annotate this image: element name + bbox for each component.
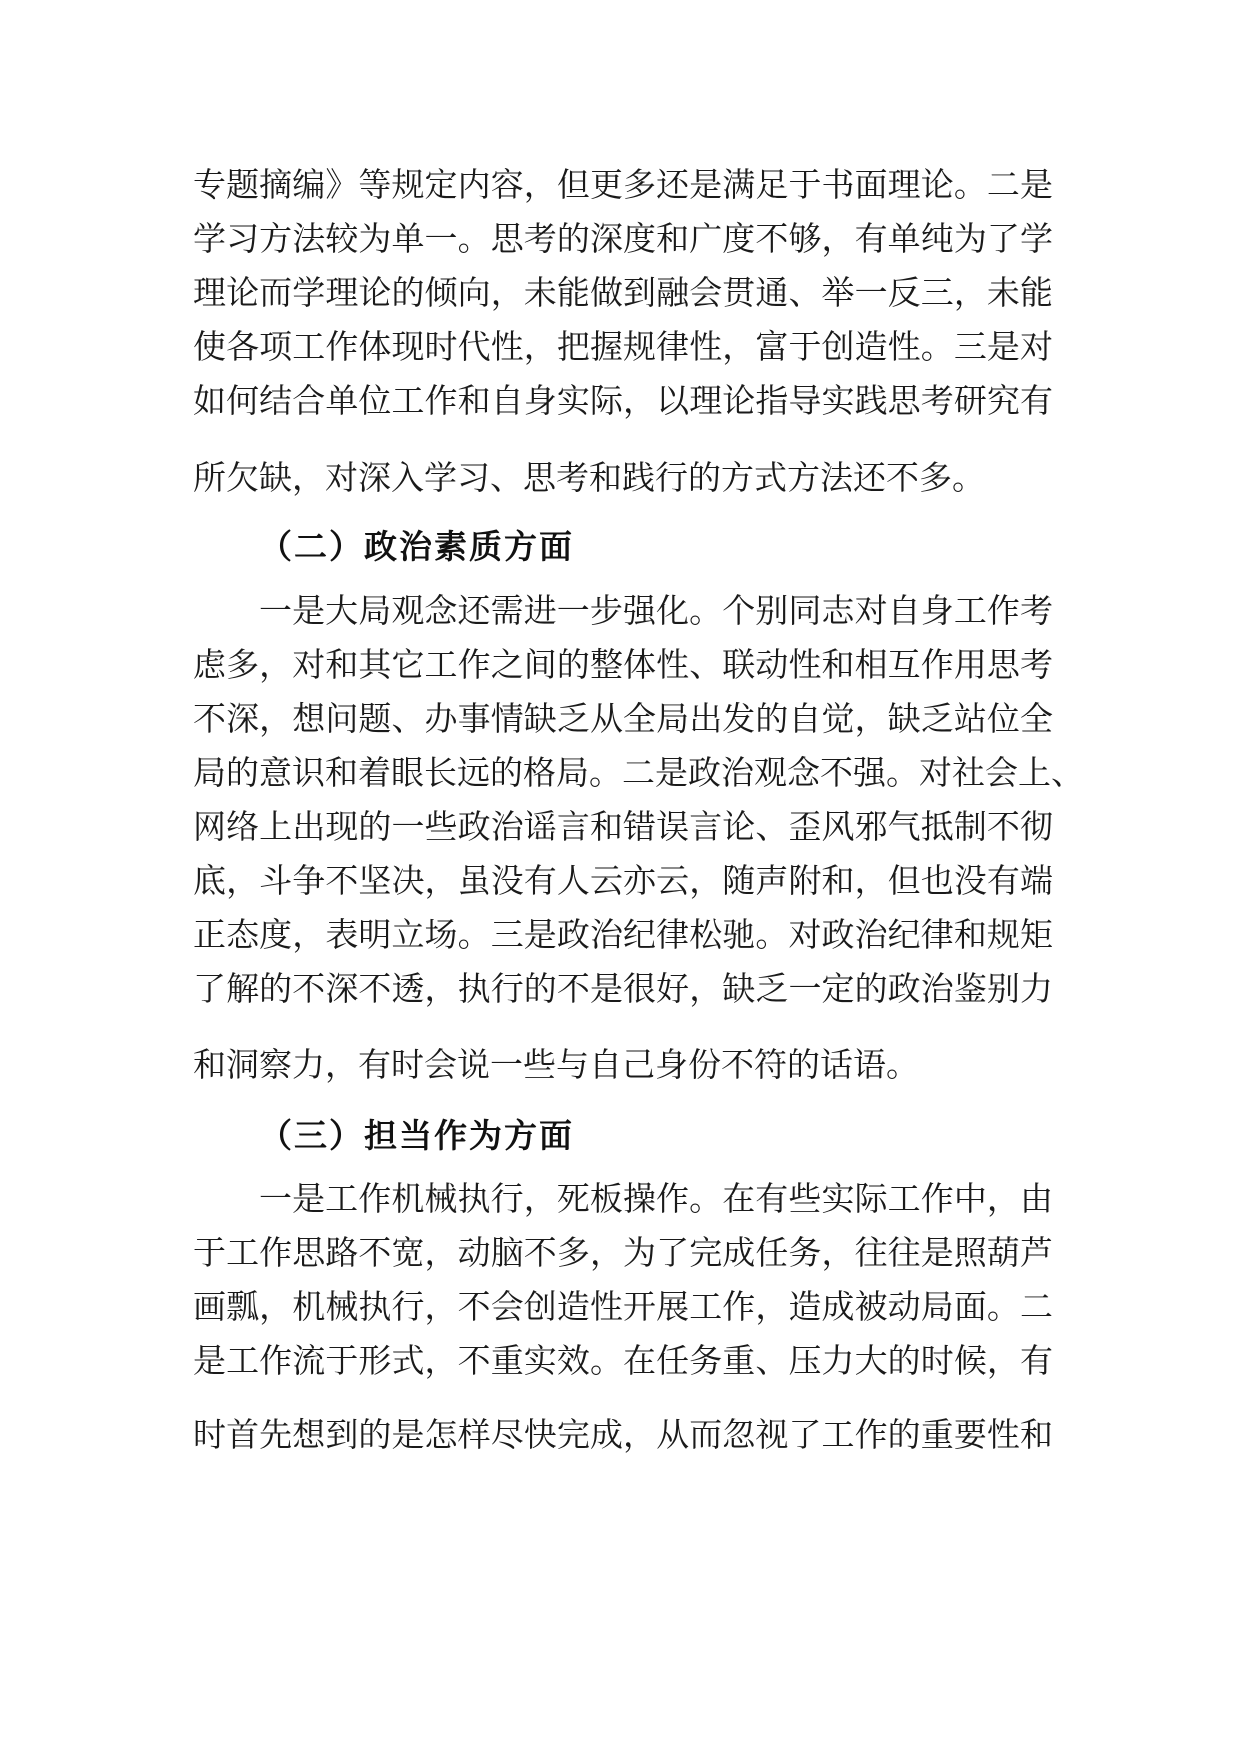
text-line: 了解的不深不透，执行的不是很好，缺乏一定的政治鉴别力 <box>193 969 1053 1008</box>
text-line: 网络上出现的一些政治谣言和错误言论、歪风邪气抵制不彻 <box>193 807 1053 846</box>
text-line: 理论而学理论的倾向，未能做到融会贯通、举一反三，未能 <box>193 273 1053 312</box>
text-line: 底，斗争不坚决，虽没有人云亦云，随声附和，但也没有端 <box>193 861 1053 900</box>
text-line: 时首先想到的是怎样尽快完成，从而忽视了工作的重要性和 <box>193 1415 1053 1454</box>
text-line: 一是工作机械执行，死板操作。在有些实际工作中，由 <box>259 1179 1053 1218</box>
text-line: 一是大局观念还需进一步强化。个别同志对自身工作考 <box>259 591 1053 630</box>
text-line: 不深，想问题、办事情缺乏从全局出发的自觉，缺乏站位全 <box>193 699 1053 738</box>
text-line: 如何结合单位工作和自身实际，以理论指导实践思考研究有 <box>193 381 1053 420</box>
text-line: 专题摘编》等规定内容，但更多还是满足于书面理论。二是 <box>193 165 1053 204</box>
text-line: 画瓢，机械执行，不会创造性开展工作，造成被动局面。二 <box>193 1287 1053 1326</box>
text-line: 使各项工作体现时代性，把握规律性，富于创造性。三是对 <box>193 327 1053 366</box>
text-line: 和洞察力，有时会说一些与自己身份不符的话语。 <box>193 1045 919 1084</box>
text-line: 正态度，表明立场。三是政治纪律松驰。对政治纪律和规矩 <box>193 915 1053 954</box>
text-line: 局的意识和着眼长远的格局。二是政治观念不强。对社会上、 <box>193 753 1084 792</box>
text-line: 所欠缺，对深入学习、思考和践行的方式方法还不多。 <box>193 458 985 497</box>
text-line: 学习方法较为单一。思考的深度和广度不够，有单纯为了学 <box>193 219 1053 258</box>
section-heading-responsibility: （三）担当作为方面 <box>259 1116 574 1155</box>
text-line: 于工作思路不宽，动脑不多，为了完成任务，往往是照葫芦 <box>193 1233 1053 1272</box>
text-line: 是工作流于形式，不重实效。在任务重、压力大的时候，有 <box>193 1341 1053 1380</box>
text-line: 虑多，对和其它工作之间的整体性、联动性和相互作用思考 <box>193 645 1053 684</box>
section-heading-political-quality: （二）政治素质方面 <box>259 527 574 566</box>
